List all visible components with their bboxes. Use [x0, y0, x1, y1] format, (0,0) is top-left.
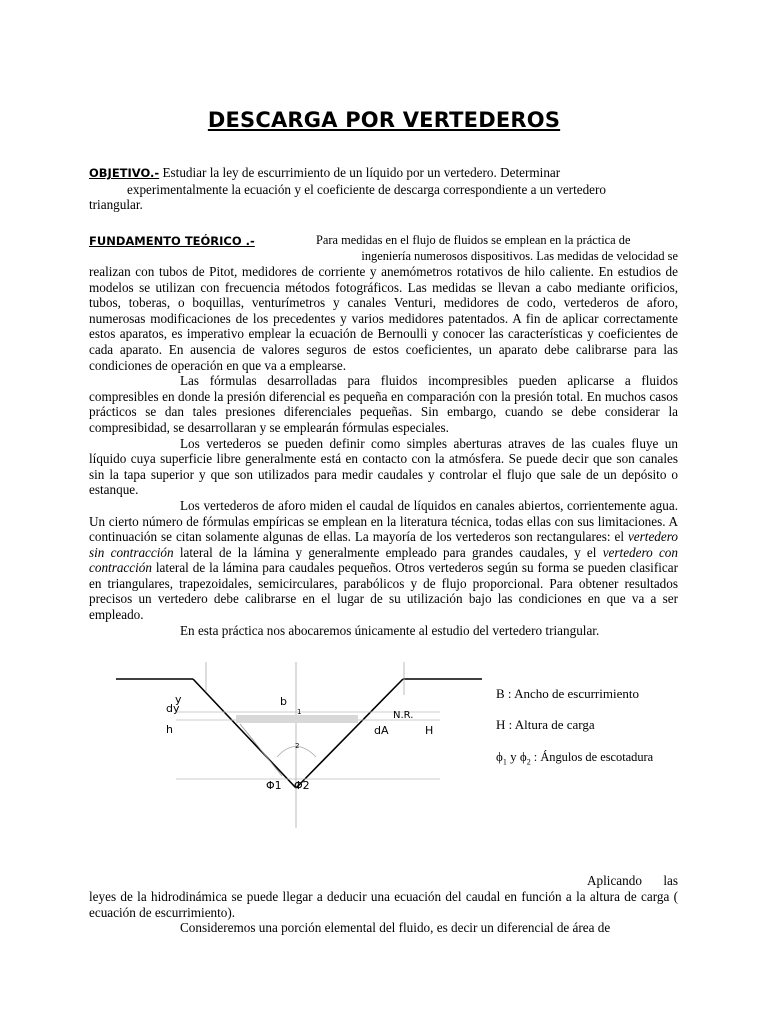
depth-pointer	[240, 724, 282, 776]
label-h-upper: H	[425, 724, 434, 737]
objetivo-label: OBJETIVO.-	[89, 166, 160, 180]
paragraph-1: realizan con tubos de Pitot, medidores de corriente y anemómetros rotativos de hilo caliente. En estudios de modelos se utilizan con frecuencia métodos fotográficos. Las medidas se llevan a cabo mediante orificios, tubos, toberas, o boquillas, venturímetros y canales Venturi, medidores de codo, vertederos de aforo, numerosas modificaciones de los precedentes y varios medidores patentados. A fin de aplicar correctamente estos aparatos, es imperativo emplear la ecuación de Bernoulli y conocer las características y coeficientes de cada aparato. En ausencia de valores seguros de estos coeficientes, un aparato debe calibrarse para las condiciones de operación en que va a emplearse.	[89, 264, 678, 373]
label-phi1: Φ1	[266, 779, 282, 792]
strip-da	[236, 715, 358, 723]
aplicando-line	[89, 873, 678, 889]
fundamento-line-1: Para medidas en el flujo de fluidos se emplean en la práctica de	[316, 233, 631, 247]
label-nr: N.R.	[393, 710, 414, 721]
label-b: b	[280, 695, 287, 708]
fundamento-label: FUNDAMENTO TEÓRICO .-	[89, 234, 255, 248]
label-da: dA	[374, 724, 389, 737]
label-1: 1	[297, 708, 302, 716]
page-title: DESCARGA POR VERTEDEROS	[207, 108, 561, 132]
objetivo-text-3: triangular.	[89, 197, 143, 213]
paragraph-4: Los vertederos de aforo miden el caudal de líquidos en canales abiertos, corrientemente agua. Un cierto número de fórmulas empíricas se emplean en la literatura técnica, todas ellas con sus limitaciones. A continuación se citan solamente algunas de ellas. La mayoría de los vertederos son rectangulares: el vertedero sin contracción lateral de la lámina y generalmente empleado para grandes caudales, y el vertedero con contracción lateral de la lámina para caudales pequeños. Otros vertederos según su forma se pueden clasificar en triangulares, trapezoidales, semicirculares, parabólicos y de flujo proporcional. Para obtener resultados precisos un vertedero debe calibrarse en el lugar de su utilización bajo las condiciones en que va a ser empleado.	[89, 497, 678, 623]
label-phi2: Φ2	[294, 779, 310, 792]
objetivo-paragraph	[89, 165, 678, 213]
label-h: h	[166, 723, 173, 736]
fundamento-body	[89, 264, 678, 638]
label-dy: dy	[166, 702, 180, 715]
weir-diagram	[100, 655, 490, 835]
legend-h: H : Altura de carga	[496, 717, 595, 732]
last-paragraph: Consideremos una porción elemental del fluido, es decir un diferencial de área de	[180, 920, 611, 935]
legend-phi: $\phi_1$ y $\phi_2$ : Ángulos de escotadura	[496, 749, 654, 767]
aplicando-las: las	[663, 873, 678, 888]
paragraph-5: En esta práctica nos abocaremos únicamente al estudio del vertedero triangular.	[180, 622, 600, 638]
aplicando-paragraph: leyes de la hidrodinámica se puede llegar a deducir una ecuación del caudal en función a la altura de carga ( ecuación de escurrimiento).	[89, 889, 678, 920]
paragraph-2: Las fórmulas desarrolladas para fluidos incompresibles pueden aplicarse a fluidos compresibles en donde la presión diferencial es pequeña en comparación con la presión total. En muchos casos prácticos se dan tales presiones diferenciales pequeñas. Sin embargo, cuando se debe considerar la compresibidad, se desarrollaran y se emplearán fórmulas especiales.	[89, 373, 678, 435]
aplicando-word: Aplicando	[587, 873, 642, 888]
label-2: 2	[295, 742, 300, 750]
objetivo-text-2: experimentalmente la ecuación y el coeficiente de descarga correspondiente a un vertedero	[127, 181, 607, 197]
objetivo-text-1: Estudiar la ley de escurrimiento de un líquido por un vertedero. Determinar	[162, 165, 561, 180]
label-y: y	[175, 693, 182, 706]
fundamento-header	[89, 233, 678, 264]
paragraph-3: Los vertederos se pueden definir como simples aberturas atraves de las cuales fluye un líquido cuya superficie libre generalmente está en contacto con la atmósfera. Se puede decir que son canales sin la tapa superior y que son utilizados para medir caudales y controlar el flujo que sale de un depósito o estanque.	[89, 435, 678, 498]
fundamento-line-2: ingeniería numerosos dispositivos. Las medidas de velocidad se	[361, 248, 678, 263]
legend-b: B : Ancho de escurrimiento	[496, 686, 639, 701]
